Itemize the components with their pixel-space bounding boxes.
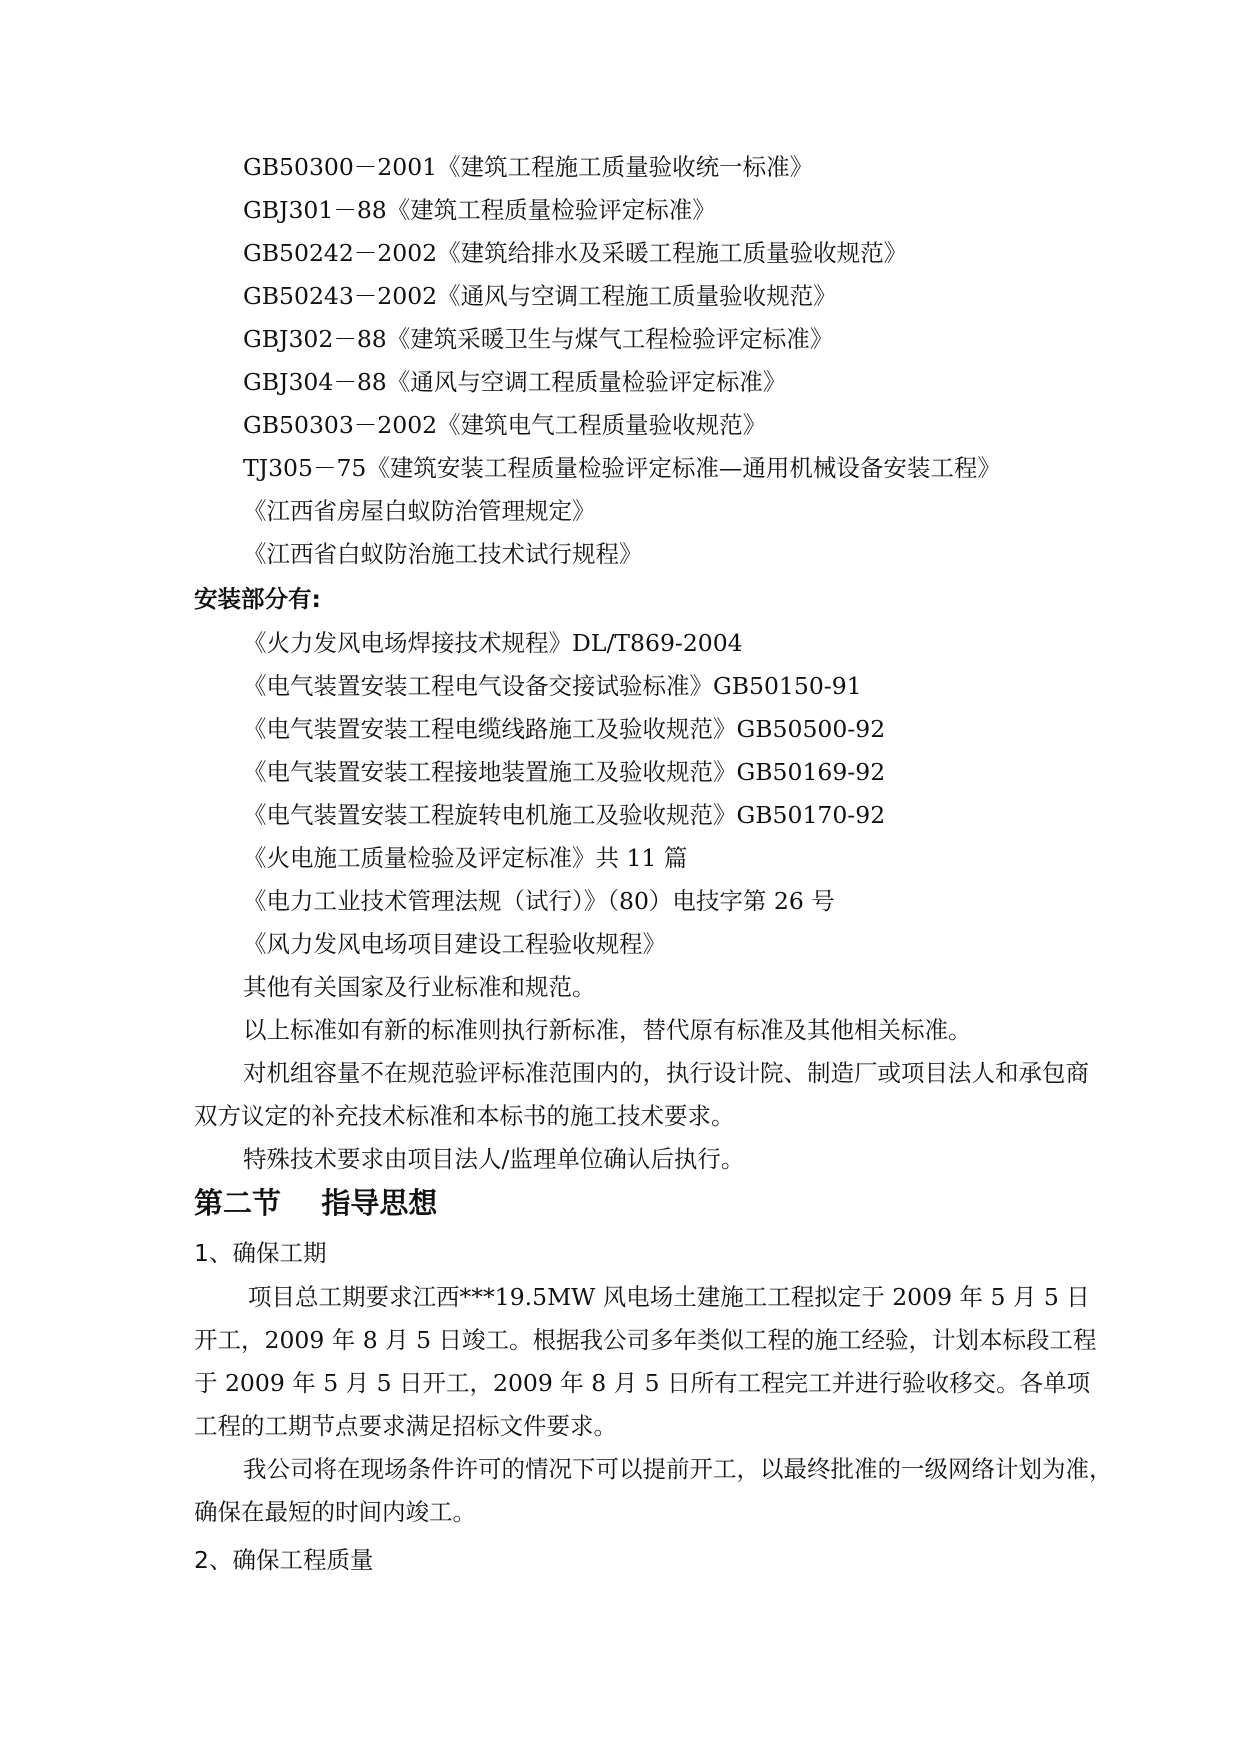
standard-line: GBJ302－88《建筑采暖卫生与煤气工程检验评定标准》 xyxy=(243,325,834,353)
paragraph-line: 确保在最短的时间内竣工。 xyxy=(194,1498,476,1526)
standard-line: 《江西省房屋白蚁防治管理规定》 xyxy=(243,497,596,525)
install-standard-line: 其他有关国家及行业标准和规范。 xyxy=(243,973,596,1001)
install-standard-line: 《火电施工质量检验及评定标准》共 11 篇 xyxy=(243,844,688,872)
paragraph-line: 工程的工期节点要求满足招标文件要求。 xyxy=(194,1412,617,1440)
paragraph-line: 双方议定的补充技术标准和本标书的施工技术要求。 xyxy=(194,1102,735,1130)
install-standard-line: 《电气装置安装工程电缆线路施工及验收规范》GB50500-92 xyxy=(243,715,886,743)
standard-line: 《江西省白蚁防治施工技术试行规程》 xyxy=(243,540,643,568)
standard-line: TJ305－75《建筑安装工程质量检验评定标准—通用机械设备安装工程》 xyxy=(243,454,1001,482)
install-standard-line: 以上标准如有新的标准则执行新标准，替代原有标准及其他相关标准。 xyxy=(243,1016,972,1044)
install-heading: 安装部分有: xyxy=(194,585,321,613)
standard-line: GB50242－2002《建筑给排水及采暖工程施工质量验收规范》 xyxy=(243,239,908,267)
subsection-title: 1、确保工期 xyxy=(194,1239,327,1267)
subsection-title: 2、确保工程质量 xyxy=(194,1546,374,1574)
paragraph-line: 于 2009 年 5 月 5 日开工，2009 年 8 月 5 日所有工程完工并进行验收移交。各单项 xyxy=(194,1369,1091,1397)
install-standard-line: 《火力发风电场焊接技术规程》DL/T869-2004 xyxy=(243,629,743,657)
install-standard-line: 《电气装置安装工程接地装置施工及验收规范》GB50169-92 xyxy=(243,758,886,786)
paragraph-line: 特殊技术要求由项目法人/监理单位确认后执行。 xyxy=(243,1145,745,1173)
install-standard-line: 《电气装置安装工程旋转电机施工及验收规范》GB50170-92 xyxy=(243,801,886,829)
standard-line: GB50300－2001《建筑工程施工质量验收统一标准》 xyxy=(243,153,814,181)
paragraph-line: 项目总工期要求江西***19.5MW 风电场土建施工工程拟定于 2009 年 5 月 5 日 xyxy=(248,1283,1090,1311)
standard-line: GBJ304－88《通风与空调工程质量检验评定标准》 xyxy=(243,368,787,396)
standard-line: GB50303－2002《建筑电气工程质量验收规范》 xyxy=(243,411,767,439)
standard-line: GBJ301－88《建筑工程质量检验评定标准》 xyxy=(243,196,716,224)
install-standard-line: 《电力工业技术管理法规（试行）》（80）电技字第 26 号 xyxy=(243,887,835,915)
install-standard-line: 《风力发风电场项目建设工程验收规程》 xyxy=(243,930,666,958)
paragraph-line: 对机组容量不在规范验评标准范围内的，执行设计院、制造厂或项目法人和承包商 xyxy=(243,1059,1089,1087)
section-title: 第二节 指导思想 xyxy=(194,1186,438,1220)
paragraph-line: 我公司将在现场条件许可的情况下可以提前开工，以最终批准的一级网络计划为准， xyxy=(243,1455,1113,1483)
install-standard-line: 《电气装置安装工程电气设备交接试验标准》GB50150-91 xyxy=(243,672,862,700)
paragraph-line: 开工，2009 年 8 月 5 日竣工。根据我公司多年类似工程的施工经验，计划本标段工程 xyxy=(194,1326,1097,1354)
standard-line: GB50243－2002《通风与空调工程施工质量验收规范》 xyxy=(243,282,837,310)
